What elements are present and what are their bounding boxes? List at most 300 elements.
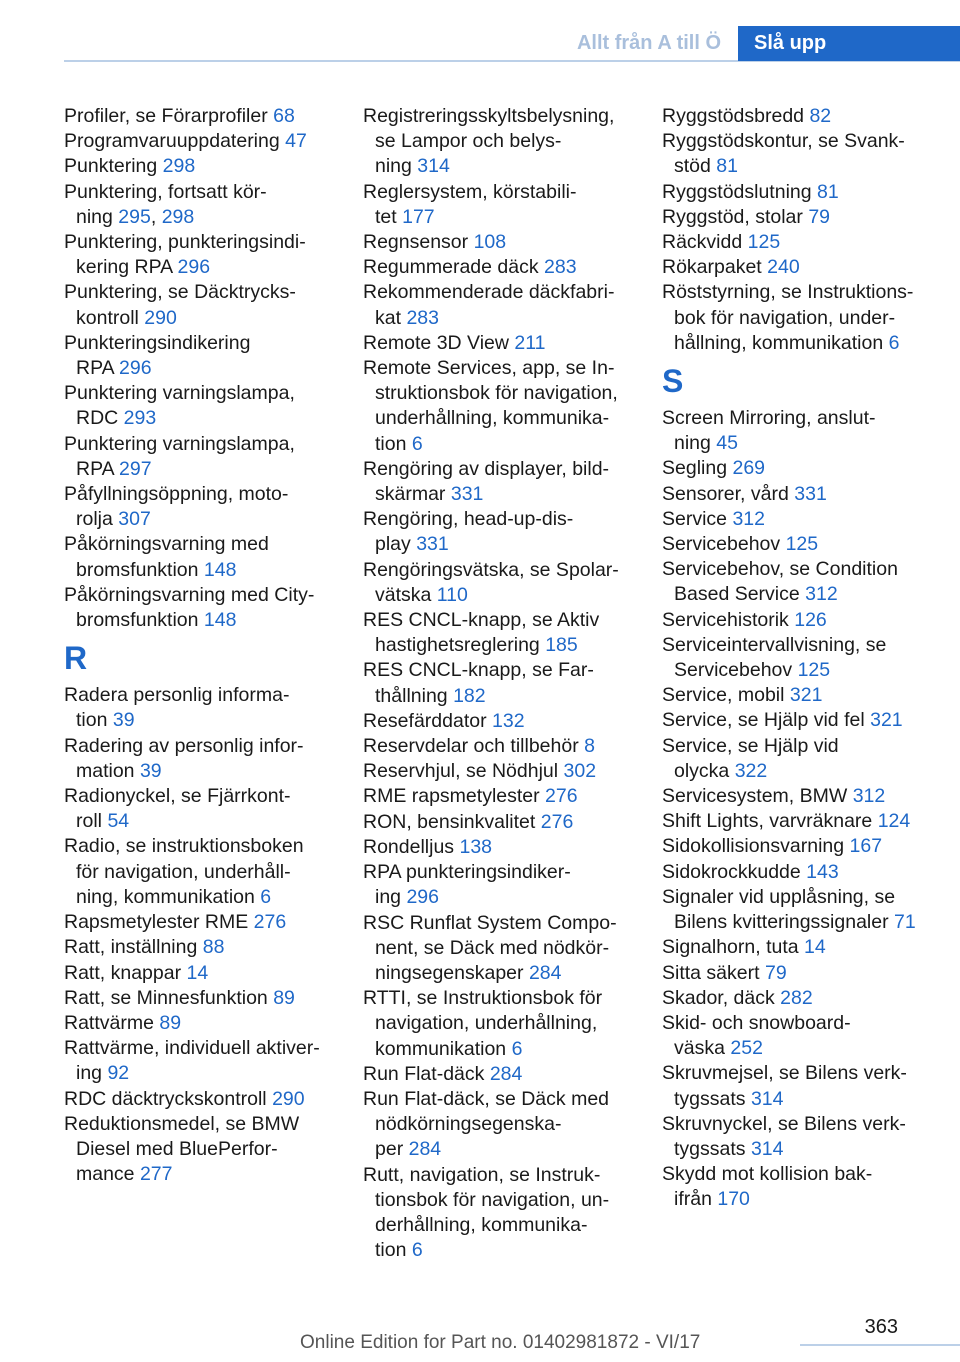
index-entry-text: ing [76,1062,103,1085]
page-reference-link[interactable]: 132 [492,709,525,732]
page-reference-link[interactable]: 312 [805,583,838,606]
index-entry-line [64,154,344,179]
index-entry-text: roll [76,810,103,833]
index-entry-line [363,734,643,759]
index-entry-line [662,708,952,733]
index-entry-text: RPA [76,457,114,480]
index-entry [363,658,643,708]
page-number: 363 [864,1316,898,1338]
index-entry-line [64,180,344,205]
page-reference-link[interactable]: 297 [119,457,152,480]
page-reference-link[interactable]: 88 [202,936,225,959]
index-entry-line [363,911,643,936]
index-entry-text: Ratt, se Minnesfunktion [64,986,268,1009]
index-entry [64,180,344,230]
index-entry-line [662,683,952,708]
index-entry-line [363,558,643,583]
index-entry [662,1112,952,1162]
index-entry-line [363,1137,643,1162]
page-reference-link[interactable]: 296 [406,886,439,909]
page-reference-link[interactable]: 14 [804,936,826,959]
index-entry-line [363,1188,643,1213]
index-entry [363,230,643,255]
index-entry-line [662,633,952,658]
index-entry-line [662,507,952,532]
tab-look-up[interactable]: Slå upp [738,26,960,61]
index-entry-text: Skydd mot kollision bak- [662,1163,873,1186]
index-entry-line [662,582,952,607]
index-entry-text: RON, bensinkvalitet [363,810,536,833]
index-entry-line [662,280,952,305]
index-entry [363,180,643,230]
page-reference-link[interactable]: 314 [750,1137,784,1160]
index-entry-line [363,583,643,608]
index-entry-text: bromsfunktion [76,609,199,632]
index-entry-line [64,507,344,532]
index-entry-text: Servicebehov, se Condition [662,558,898,581]
index-entry-line [64,885,344,910]
index-entry-line [363,986,643,1011]
page-reference-link[interactable]: 124 [877,810,911,833]
index-entry-line [363,356,643,381]
page-reference-link[interactable]: 312 [732,507,765,530]
page-reference-link[interactable]: 138 [459,835,493,858]
page-reference-link[interactable]: 125 [797,659,831,682]
index-entry-line [363,1213,643,1238]
index-entry [662,456,952,481]
page-reference-link[interactable]: 331 [450,483,484,506]
page-reference-link[interactable]: 125 [747,231,781,254]
page-reference-link[interactable]: 322 [734,759,768,782]
index-entry-line [64,558,344,583]
index-entry-line [363,961,643,986]
page-reference-link[interactable]: 54 [107,810,130,833]
page-reference-link[interactable]: 290 [144,306,177,329]
index-entry-text: väska [674,1037,725,1060]
index-entry-line [64,734,344,759]
index-entry-text: Servicesystem, BMW [662,785,848,808]
index-entry-line [662,532,952,557]
index-entry-text: Rökarpaket [662,256,762,279]
index-entry-text: RDC däcktryckskontroll [64,1087,267,1110]
index-entry-line [64,406,344,431]
page-reference-link[interactable]: 182 [453,684,486,707]
page-reference-link[interactable]: 6 [411,1239,423,1262]
index-entry-text: Reduktionsmedel, se BMW [64,1112,300,1135]
index-entry-text: Rattvärme [64,1011,154,1034]
index-entry-text: Sitta säkert [662,961,760,984]
index-entry-text: Rondelljus [363,835,455,858]
index-entry-line [64,834,344,859]
page-reference-link[interactable]: 81 [817,180,839,203]
index-entry-line [363,230,643,255]
page-reference-link[interactable]: 295 [118,205,151,228]
index-entry-text: ning, kommunikation [76,885,255,908]
index-entry [662,532,952,557]
page-reference-link[interactable]: 6 [411,432,423,455]
index-entry [64,986,344,1011]
index-entry-line [64,104,344,129]
page-reference-link[interactable]: 240 [767,256,800,279]
page-reference-link[interactable]: 296 [119,357,152,380]
index-entry-line [363,608,643,633]
index-entry-line [363,280,643,305]
page-reference-link[interactable]: 39 [139,759,162,782]
index-entry [64,104,344,129]
page-reference-link[interactable]: 331 [416,533,449,556]
index-entry-text: kommunikation [375,1037,507,1060]
index-entry-line [64,1137,344,1162]
page-reference-link[interactable]: 211 [514,331,546,354]
index-entry-text: Punktering varningslampa, [64,382,295,405]
index-column-2 [363,104,643,1263]
index-entry-text: Signaler vid upplåsning, se [662,885,896,908]
index-entry-line [64,1036,344,1061]
index-entry-line [64,759,344,784]
index-entry-line [64,860,344,885]
index-entry-text: Based Service [674,583,800,606]
index-entry-line [662,734,952,759]
page-reference-link[interactable]: 167 [849,835,883,858]
index-entry-text: kering RPA [76,256,173,279]
index-entry [363,457,643,507]
page-reference-link[interactable]: 148 [203,558,237,581]
page-reference-link[interactable]: 314 [417,155,450,178]
page-reference-link[interactable]: 293 [123,407,157,430]
index-entry-line [363,532,643,557]
index-entry-text: tygssats [674,1087,746,1110]
page-reference-link[interactable]: 276 [545,785,578,808]
page-reference-link[interactable]: 283 [544,256,577,279]
index-entry-line [363,759,643,784]
index-entry-line [662,129,952,154]
index-entry-line [64,306,344,331]
index-entry-line [662,658,952,683]
index-entry-text: RPA [76,357,114,380]
page-reference-link[interactable]: 148 [203,609,237,632]
index-entry [363,1087,643,1163]
index-entry-text: bromsfunktion [76,558,199,581]
index-entry-line [363,810,643,835]
index-entry [363,835,643,860]
index-entry-line [64,1162,344,1187]
index-entry [662,683,952,708]
index-entry-line [662,406,952,431]
page-reference-link[interactable]: 126 [794,608,827,631]
index-entry-text: Rekommenderade däckfabri- [363,281,615,304]
index-entry [64,154,344,179]
index-entry-line [64,1112,344,1137]
page-reference-link[interactable]: 276 [540,810,574,833]
index-entry-line [662,608,952,633]
index-entry-text: Programvaruuppdatering [64,130,280,153]
page-reference-link[interactable]: 321 [870,709,903,732]
index-entry [662,935,952,960]
index-entry [662,1011,952,1061]
index-entry [363,104,643,180]
index-entry [363,986,643,1062]
index-entry [363,356,643,457]
index-entry-line [363,784,643,809]
page-reference-link[interactable]: 89 [273,986,295,1009]
page-reference-link[interactable]: 6 [888,331,900,354]
index-entry-text: Skruvmejsel, se Bilens verk- [662,1062,907,1085]
page-reference-link[interactable]: 290 [272,1087,305,1110]
index-entry-line [662,1162,952,1187]
index-entry-text: tionsbok för navigation, un- [375,1188,610,1211]
page-reference-link[interactable]: 68 [273,105,295,127]
index-entry-line [64,961,344,986]
index-entry [363,784,643,809]
index-entry-line [64,532,344,557]
page-reference-link[interactable]: 276 [253,911,287,934]
index-entry-text: Service, mobil [662,684,785,707]
index-entry-line [64,583,344,608]
index-entry-line [363,129,643,154]
page-reference-link[interactable]: 284 [408,1138,442,1161]
index-entry-line [64,432,344,457]
index-entry-line [64,910,344,935]
index-entry-line [662,557,952,582]
index-entry-text: Bilens kvitteringssignaler [674,911,889,934]
index-entry-text: Segling [662,457,728,480]
index-entry [363,709,643,734]
page-reference-link[interactable]: 312 [852,785,886,808]
index-entry-line [64,230,344,255]
index-entry [662,482,952,507]
index-entry-text: Ryggstödsbredd [662,105,805,127]
index-entry [363,759,643,784]
page-reference-link[interactable]: 284 [489,1062,523,1085]
page-reference-link[interactable]: 284 [528,961,562,984]
index-entry-line [662,1187,952,1212]
index-entry-text: Sensorer, vård [662,482,789,505]
page-reference-link[interactable]: 45 [716,432,738,455]
index-entry [662,129,952,179]
index-entry-line [363,180,643,205]
index-entry-line [363,860,643,885]
index-entry-text: Regnsensor [363,231,469,254]
index-entry-line [662,860,952,885]
page-reference-link[interactable]: 47 [285,130,307,153]
index-entry-line [64,935,344,960]
index-entry-text: Servicebehov [662,533,781,556]
index-entry [662,860,952,885]
index-entry-text: RDC [76,407,119,430]
page-reference-link[interactable]: 269 [732,457,766,480]
tab-all-from-a-to-o[interactable]: Allt från A till Ö [576,32,722,54]
index-entry-line [363,205,643,230]
index-entry-line [662,104,952,129]
index-entry-line [64,255,344,280]
index-entry-line [662,1036,952,1061]
index-entry-text: Sidokrockkudde [662,860,801,883]
index-entry-text: Radera personlig informa- [64,684,290,707]
index-entry [662,834,952,859]
index-entry [662,507,952,532]
index-entry-text: kat [375,306,402,329]
section-letter: S [662,363,684,400]
page-reference-link[interactable]: 170 [717,1188,750,1211]
index-entry [64,482,344,532]
page-reference-link[interactable]: 79 [764,961,787,984]
index-entry [64,331,344,381]
index-entry-line [64,1011,344,1036]
page-reference-link[interactable]: 14 [186,961,209,984]
index-entry [662,255,952,280]
index-entry-line [662,1011,952,1036]
index-entry-text: olycka [674,759,730,782]
page-reference-link[interactable]: 283 [406,306,439,329]
index-entry-text: tion [375,432,407,455]
index-entry-text: Profiler, se Förarprofiler [64,105,268,127]
page-reference-link[interactable]: 302 [563,760,597,783]
index-entry-line [363,835,643,860]
index-entry-text: Screen Mirroring, anslut- [662,407,876,430]
page-reference-link[interactable]: 8 [584,735,595,758]
page-reference-link[interactable]: 71 [894,911,916,934]
index-entry-text: RSC Runflat System Compo- [363,911,617,934]
index-entry-line [64,784,344,809]
index-entry [363,507,643,557]
page-reference-link[interactable]: 282 [780,986,813,1009]
page-reference-link[interactable]: 277 [139,1163,173,1186]
index-entry-text: Resefärddator [363,709,487,732]
edition-footer: Online Edition for Part no. 01402981872 - VI/17 [300,1332,701,1353]
index-entry-line [363,633,643,658]
page-reference-link[interactable]: 110 [436,583,468,606]
index-entry-text: Punktering, fortsatt kör- [64,180,267,203]
index-entry-line [662,784,952,809]
index-entry [64,784,344,834]
page-reference-link[interactable]: 321 [789,684,823,707]
index-entry-text: Service [662,507,728,530]
page-reference-link[interactable]: 314 [750,1087,784,1110]
page-reference-link[interactable]: 298 [162,155,196,178]
index-entry-text: Service, se Hjälp vid fel [662,709,865,732]
index-entry-line [64,482,344,507]
page-reference-link[interactable]: 143 [806,860,839,883]
page-reference-link[interactable]: 296 [177,256,211,279]
index-entry-text: Påfyllningsöppning, moto- [64,483,289,506]
index-entry-line [662,482,952,507]
index-entry [662,205,952,230]
index-entry-line [64,457,344,482]
page-reference-link[interactable]: 298 [161,205,195,228]
index-entry [363,255,643,280]
index-entry-line [363,1112,643,1137]
index-entry [662,104,952,129]
index-entry [662,557,952,607]
index-entry [662,885,952,935]
page-reference-link[interactable]: 89 [159,1011,182,1034]
page-reference-link[interactable]: 331 [794,482,827,505]
page-reference-link[interactable]: 39 [112,709,135,732]
page-reference-link[interactable]: 252 [730,1037,763,1060]
index-entry-line [662,456,952,481]
index-entry-text: Ratt, inställning [64,936,198,959]
index-entry-text: Punktering [64,155,158,178]
index-entry-text: play [375,533,411,556]
index-entry [662,180,952,205]
page-reference-link[interactable]: 185 [545,634,578,657]
index-entry-text: Rattvärme, individuell aktiver- [64,1037,320,1060]
index-entry-text: Röststyrning, se Instruktions- [662,281,914,304]
page-reference-link[interactable]: 177 [402,205,435,228]
page-reference-link[interactable]: 6 [260,885,272,908]
index-entry-text: thållning [375,684,448,707]
index-entry [363,280,643,330]
index-entry-text: Reglersystem, körstabili- [363,180,577,203]
index-entry-text: ning [375,155,412,178]
index-entry-line [662,180,952,205]
index-entry-text: derhållning, kommunika- [375,1213,588,1236]
index-entry-line [662,230,952,255]
index-entry [662,608,952,633]
index-entry-text: Run Flat-däck, se Däck med [363,1087,610,1110]
page-reference-link[interactable]: 307 [118,508,151,531]
index-entry [363,558,643,608]
index-entry [363,734,643,759]
index-entry-text: Registreringsskyltsbelysning, [363,105,615,127]
index-entry-text: Påkörningsvarning med City- [64,583,315,606]
index-entry-text: hållning, kommunikation [674,331,884,354]
index-entry-line [64,708,344,733]
index-entry [64,834,344,910]
index-entry [64,280,344,330]
index-entry-text: Radering av personlig infor- [64,734,304,757]
index-entry-line [662,759,952,784]
index-entry-text: Remote Services, app, se In- [363,357,615,380]
index-entry-line [363,154,643,179]
page-reference-link[interactable]: 125 [785,533,819,556]
index-entry [363,1062,643,1087]
index-entry-text: Skruvnyckel, se Bilens verk- [662,1112,906,1135]
index-entry [662,1061,952,1111]
index-entry-text: RPA punkteringsindiker- [363,861,571,884]
index-column-3 [662,104,952,1213]
page-reference-link[interactable]: 81 [716,155,738,178]
index-entry-text: RME rapsmetylester [363,785,540,808]
index-entry-text: kontroll [76,306,139,329]
page-reference-link[interactable]: 108 [473,231,507,254]
page-reference-link[interactable]: 6 [511,1037,523,1060]
page-reference-link[interactable]: 79 [808,205,831,228]
index-entry [363,331,643,356]
index-entry-text: ing [375,886,402,909]
index-entry [662,961,952,986]
page-reference-link[interactable]: 92 [107,1062,130,1085]
index-entry-line [64,1061,344,1086]
index-entry [662,230,952,255]
index-entry [662,708,952,733]
index-entry-line [363,684,643,709]
index-entry [662,1162,952,1212]
index-entry [64,734,344,784]
index-entry [64,683,344,733]
index-entry-text: bok för navigation, under- [674,306,896,329]
index-entry-text: navigation, underhållning, [375,1012,598,1035]
index-entry-text: Reservhjul, se Nödhjul [363,760,559,783]
index-entry [64,910,344,935]
index-entry [64,381,344,431]
index-entry-line [363,482,643,507]
index-entry-text: Ryggstödskontur, se Svank- [662,130,905,153]
index-entry [64,583,344,633]
index-entry-text: Rengöringsvätska, se Spolar- [363,558,619,581]
index-entry-line [363,936,643,961]
page-reference-link[interactable]: 82 [809,105,832,127]
